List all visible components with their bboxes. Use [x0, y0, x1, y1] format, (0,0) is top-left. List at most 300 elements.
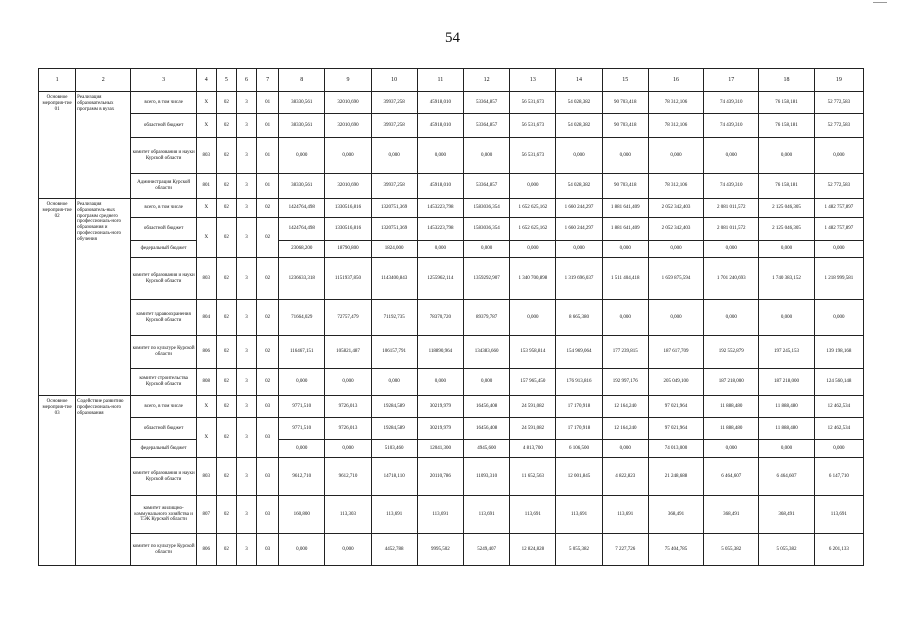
code-cell: 02: [216, 369, 236, 396]
value-cell: 177 239,815: [602, 336, 648, 369]
code-cell: 806: [196, 534, 216, 566]
value-cell: 0,000: [510, 300, 556, 336]
corner-mark: [873, 2, 887, 3]
code-cell: 02: [216, 114, 236, 138]
header-cell-12: 12: [464, 69, 510, 92]
value-cell: 116467,151: [279, 336, 325, 369]
value-cell: 78 312,106: [648, 92, 703, 114]
value-cell: 1424764,498: [279, 218, 325, 241]
code-cell: 3: [236, 174, 256, 199]
code-cell: 02: [216, 534, 236, 566]
value-cell: 113,691: [814, 496, 863, 534]
value-cell: 56 531,673: [510, 114, 556, 138]
value-cell: 76 158,181: [759, 92, 814, 114]
value-cell: 32010,690: [325, 92, 371, 114]
header-cell-1: 1: [39, 69, 76, 92]
code-cell: 02: [216, 138, 236, 174]
value-cell: 11 652,563: [510, 458, 556, 496]
value-cell: 0,000: [759, 440, 814, 458]
value-cell: 154 969,064: [556, 336, 602, 369]
value-cell: 97 021,964: [648, 418, 703, 440]
value-cell: 1320751,369: [371, 199, 417, 218]
code-cell: 3: [236, 496, 256, 534]
value-cell: 1236633,318: [279, 258, 325, 300]
value-cell: 1 652 625,162: [510, 218, 556, 241]
source-label-cell: комитет образования и науки Курской области: [131, 258, 196, 300]
value-cell: 12041,300: [417, 440, 463, 458]
value-cell: 71192,735: [371, 300, 417, 336]
value-cell: 11 888,480: [704, 396, 759, 418]
header-cell-2: 2: [76, 69, 131, 92]
value-cell: 0,000: [325, 138, 371, 174]
value-cell: 2 052 342,403: [648, 199, 703, 218]
value-cell: 197 245,153: [759, 336, 814, 369]
code-cell: 803: [196, 258, 216, 300]
value-cell: 19284,589: [371, 418, 417, 440]
value-cell: 1320751,369: [371, 218, 417, 241]
value-cell: 78 312,106: [648, 174, 703, 199]
value-cell: 0,000: [371, 369, 417, 396]
code-cell: 02: [216, 258, 236, 300]
value-cell: 0,000: [704, 241, 759, 258]
value-cell: 38330,561: [279, 114, 325, 138]
table-row: [39, 199, 864, 218]
value-cell: 23068,200: [279, 241, 325, 258]
source-label-cell: всего, в том числе: [131, 199, 196, 218]
value-cell: 4945,600: [464, 440, 510, 458]
value-cell: 0,000: [464, 138, 510, 174]
code-cell: 803: [196, 458, 216, 496]
value-cell: 0,000: [759, 300, 814, 336]
value-cell: 134383,660: [464, 336, 510, 369]
code-cell: 03: [257, 458, 279, 496]
value-cell: 106157,791: [371, 336, 417, 369]
value-cell: 53364,857: [464, 174, 510, 199]
code-cell: 02: [216, 218, 236, 258]
value-cell: 90 703,418: [602, 92, 648, 114]
value-cell: 0,000: [648, 241, 703, 258]
code-cell: 3: [236, 336, 256, 369]
value-cell: 0,000: [556, 138, 602, 174]
code-cell: X: [196, 396, 216, 418]
page-number: 54: [445, 30, 460, 46]
value-cell: 153 958,814: [510, 336, 556, 369]
value-cell: 16456,408: [464, 396, 510, 418]
code-cell: 02: [216, 199, 236, 218]
value-cell: 1 660 244,297: [556, 218, 602, 241]
source-label-cell: всего, в том числе: [131, 92, 196, 114]
value-cell: 5103,460: [371, 440, 417, 458]
code-cell: 3: [236, 199, 256, 218]
code-cell: 807: [196, 496, 216, 534]
event-name-cell: Содействие развитию профессиональ-ного образования: [76, 396, 131, 566]
value-cell: 45918,010: [417, 174, 463, 199]
value-cell: 1 660 244,297: [556, 199, 602, 218]
value-cell: 71664,029: [279, 300, 325, 336]
value-cell: 32010,690: [325, 114, 371, 138]
value-cell: 6 147,710: [814, 458, 863, 496]
value-cell: 368,491: [648, 496, 703, 534]
value-cell: 11 888,480: [704, 418, 759, 440]
table-row: [39, 174, 864, 199]
header-row: [39, 69, 864, 92]
value-cell: 1 701 240,693: [704, 258, 759, 300]
value-cell: 32010,690: [325, 174, 371, 199]
code-cell: 804: [196, 300, 216, 336]
source-label-cell: комитет здравоохранения Курской области: [131, 300, 196, 336]
header-cell-4: 4: [196, 69, 216, 92]
value-cell: 9612,710: [279, 458, 325, 496]
table-row: [39, 369, 864, 396]
value-cell: 1330516,816: [325, 199, 371, 218]
table-row: [39, 418, 864, 440]
value-cell: 6 464,607: [759, 458, 814, 496]
value-cell: 1 319 696,037: [556, 258, 602, 300]
value-cell: 17 170,918: [556, 418, 602, 440]
code-cell: 02: [216, 418, 236, 458]
value-cell: 118890,964: [417, 336, 463, 369]
value-cell: 2 125 046,305: [759, 218, 814, 241]
source-label-cell: комитет образования и науки Курской области: [131, 458, 196, 496]
source-label-cell: комитет строительства Курской области: [131, 369, 196, 396]
value-cell: 12 824,828: [510, 534, 556, 566]
code-cell: 03: [257, 418, 279, 458]
value-cell: 187 617,709: [648, 336, 703, 369]
value-cell: 1 511 404,418: [602, 258, 648, 300]
value-cell: 4 822,823: [602, 458, 648, 496]
event-name-cell: Реализация образовательных программ в вузах: [76, 92, 131, 199]
value-cell: 1151937,850: [325, 258, 371, 300]
code-cell: X: [196, 218, 216, 258]
table-row: [39, 300, 864, 336]
value-cell: 1 881 641,409: [602, 218, 648, 241]
value-cell: 0,000: [814, 138, 863, 174]
code-cell: 01: [257, 174, 279, 199]
value-cell: 78370,720: [417, 300, 463, 336]
value-cell: 12 462,534: [814, 418, 863, 440]
value-cell: 105821,487: [325, 336, 371, 369]
value-cell: 30219,979: [417, 396, 463, 418]
table-row: [39, 440, 864, 458]
value-cell: 54 028,382: [556, 114, 602, 138]
code-cell: 02: [216, 174, 236, 199]
value-cell: 1 218 999,581: [814, 258, 863, 300]
value-cell: 9771,510: [279, 418, 325, 440]
value-cell: 45918,010: [417, 92, 463, 114]
value-cell: 14718,110: [371, 458, 417, 496]
value-cell: 0,000: [279, 440, 325, 458]
table-row: [39, 458, 864, 496]
value-cell: 1330516,816: [325, 218, 371, 241]
value-cell: 72757,479: [325, 300, 371, 336]
code-cell: 806: [196, 336, 216, 369]
value-cell: 12 164,240: [602, 396, 648, 418]
source-label-cell: Администрация Курской области: [131, 174, 196, 199]
value-cell: 139 198,168: [814, 336, 863, 369]
value-cell: 113,691: [464, 496, 510, 534]
code-cell: 02: [216, 92, 236, 114]
code-cell: 3: [236, 114, 256, 138]
code-cell: 03: [257, 396, 279, 418]
value-cell: 9995,502: [417, 534, 463, 566]
value-cell: 1143400,843: [371, 258, 417, 300]
value-cell: 192 552,879: [704, 336, 759, 369]
code-cell: 02: [257, 258, 279, 300]
value-cell: 1 482 757,897: [814, 199, 863, 218]
source-label-cell: областной бюджет: [131, 218, 196, 241]
value-cell: 0,000: [464, 369, 510, 396]
header-cell-6: 6: [236, 69, 256, 92]
value-cell: 2 081 011,572: [704, 218, 759, 241]
value-cell: 39937,258: [371, 92, 417, 114]
value-cell: 75 404,785: [648, 534, 703, 566]
value-cell: 52 772,583: [814, 174, 863, 199]
header-cell-7: 7: [257, 69, 279, 92]
value-cell: 0,000: [602, 138, 648, 174]
code-cell: 3: [236, 300, 256, 336]
budget-table: [38, 68, 864, 566]
header-cell-15: 15: [602, 69, 648, 92]
table-row: [39, 396, 864, 418]
code-cell: X: [196, 199, 216, 218]
code-cell: 03: [257, 496, 279, 534]
value-cell: 74 439,310: [704, 174, 759, 199]
value-cell: 53364,857: [464, 92, 510, 114]
value-cell: 0,000: [325, 534, 371, 566]
code-cell: X: [196, 418, 216, 458]
value-cell: 187 218,000: [704, 369, 759, 396]
value-cell: 368,491: [704, 496, 759, 534]
header-cell-14: 14: [556, 69, 602, 92]
value-cell: 2 125 046,305: [759, 199, 814, 218]
value-cell: 0,000: [704, 300, 759, 336]
value-cell: 5 055,382: [759, 534, 814, 566]
value-cell: 76 158,181: [759, 114, 814, 138]
value-cell: 8 665,380: [556, 300, 602, 336]
table-row: [39, 336, 864, 369]
value-cell: 187 218,000: [759, 369, 814, 396]
header-cell-13: 13: [510, 69, 556, 92]
value-cell: 5 055,382: [704, 534, 759, 566]
source-label-cell: всего, в том числе: [131, 396, 196, 418]
value-cell: 0,000: [417, 138, 463, 174]
value-cell: 0,000: [279, 138, 325, 174]
value-cell: 0,000: [556, 241, 602, 258]
value-cell: 30219,979: [417, 418, 463, 440]
header-cell-9: 9: [325, 69, 371, 92]
table-row: [39, 138, 864, 174]
value-cell: 4 813,700: [510, 440, 556, 458]
value-cell: 0,000: [510, 174, 556, 199]
code-cell: 3: [236, 92, 256, 114]
value-cell: 18790,800: [325, 241, 371, 258]
value-cell: 1 659 875,594: [648, 258, 703, 300]
value-cell: 52 772,583: [814, 114, 863, 138]
code-cell: 3: [236, 458, 256, 496]
value-cell: 9612,710: [325, 458, 371, 496]
value-cell: 0,000: [602, 440, 648, 458]
value-cell: 74 439,310: [704, 92, 759, 114]
value-cell: 78 312,106: [648, 114, 703, 138]
value-cell: 6 106,500: [556, 440, 602, 458]
code-cell: 01: [257, 92, 279, 114]
source-label-cell: комитет жилищно-коммунального хозяйства и ТЭК Курской области: [131, 496, 196, 534]
value-cell: 9726,013: [325, 396, 371, 418]
code-cell: 01: [257, 138, 279, 174]
value-cell: 113,691: [556, 496, 602, 534]
value-cell: 5249,407: [464, 534, 510, 566]
value-cell: 17 170,918: [556, 396, 602, 418]
value-cell: 24 591,082: [510, 418, 556, 440]
source-label-cell: комитет по культуре Курской области: [131, 336, 196, 369]
value-cell: 1 652 625,162: [510, 199, 556, 218]
value-cell: 20110,786: [417, 458, 463, 496]
value-cell: 0,000: [371, 138, 417, 174]
code-cell: 3: [236, 396, 256, 418]
value-cell: 1 740 383,152: [759, 258, 814, 300]
value-cell: 38330,561: [279, 92, 325, 114]
value-cell: 0,000: [417, 369, 463, 396]
value-cell: 113,691: [510, 496, 556, 534]
value-cell: 1255962,114: [417, 258, 463, 300]
value-cell: 97 021,964: [648, 396, 703, 418]
value-cell: 11093,310: [464, 458, 510, 496]
value-cell: 89379,787: [464, 300, 510, 336]
value-cell: 157 965,450: [510, 369, 556, 396]
value-cell: 16456,408: [464, 418, 510, 440]
value-cell: 2 052 342,403: [648, 218, 703, 241]
source-label-cell: комитет по культуре Курской области: [131, 534, 196, 566]
value-cell: 368,491: [759, 496, 814, 534]
value-cell: 0,000: [704, 138, 759, 174]
value-cell: 0,000: [814, 241, 863, 258]
code-cell: 3: [236, 534, 256, 566]
value-cell: 1 881 641,409: [602, 199, 648, 218]
code-cell: 803: [196, 138, 216, 174]
value-cell: 54 028,382: [556, 92, 602, 114]
value-cell: 11 888,480: [759, 396, 814, 418]
code-cell: 3: [236, 138, 256, 174]
value-cell: 0,000: [759, 138, 814, 174]
value-cell: 19284,589: [371, 396, 417, 418]
value-cell: 5 055,382: [556, 534, 602, 566]
value-cell: 160,800: [279, 496, 325, 534]
value-cell: 7 227,726: [602, 534, 648, 566]
value-cell: 124 560,148: [814, 369, 863, 396]
header-cell-8: 8: [279, 69, 325, 92]
table-row: [39, 258, 864, 300]
code-cell: 02: [216, 496, 236, 534]
source-label-cell: областной бюджет: [131, 418, 196, 440]
value-cell: 205 049,100: [648, 369, 703, 396]
value-cell: 12 462,534: [814, 396, 863, 418]
value-cell: 0,000: [464, 241, 510, 258]
value-cell: 39937,258: [371, 174, 417, 199]
code-cell: 02: [257, 369, 279, 396]
value-cell: 1424764,498: [279, 199, 325, 218]
value-cell: 45918,010: [417, 114, 463, 138]
value-cell: 74 013,000: [648, 440, 703, 458]
table-body: [39, 69, 864, 566]
code-cell: 808: [196, 369, 216, 396]
header-cell-3: 3: [131, 69, 196, 92]
value-cell: 0,000: [417, 241, 463, 258]
code-cell: 801: [196, 174, 216, 199]
value-cell: 1453223,798: [417, 199, 463, 218]
code-cell: 03: [257, 534, 279, 566]
value-cell: 113,303: [325, 496, 371, 534]
table-row: [39, 534, 864, 566]
value-cell: 52 772,583: [814, 92, 863, 114]
value-cell: 12 001,845: [556, 458, 602, 496]
value-cell: 53364,857: [464, 114, 510, 138]
value-cell: 38330,561: [279, 174, 325, 199]
value-cell: 0,000: [814, 300, 863, 336]
event-name-cell: Реализация образователь-ных программ среднего профессиональ-ного образования и профессиональ-ного обучения: [76, 199, 131, 396]
value-cell: 113,691: [371, 496, 417, 534]
value-cell: 1 340 700,898: [510, 258, 556, 300]
code-cell: 02: [216, 336, 236, 369]
event-number-cell: Основное мероприя-тие 02: [39, 199, 76, 396]
value-cell: 9771,510: [279, 396, 325, 418]
code-cell: 02: [257, 199, 279, 218]
code-cell: 02: [257, 336, 279, 369]
value-cell: 12 164,240: [602, 418, 648, 440]
value-cell: 0,000: [648, 300, 703, 336]
value-cell: 1824,000: [371, 241, 417, 258]
value-cell: 1583036,354: [464, 218, 510, 241]
value-cell: 1583036,354: [464, 199, 510, 218]
value-cell: 24 591,082: [510, 396, 556, 418]
source-label-cell: федеральный бюджет: [131, 241, 196, 258]
value-cell: 2 081 011,572: [704, 199, 759, 218]
code-cell: 3: [236, 258, 256, 300]
value-cell: 113,691: [417, 496, 463, 534]
code-cell: 3: [236, 369, 256, 396]
value-cell: 90 703,418: [602, 174, 648, 199]
value-cell: 0,000: [602, 241, 648, 258]
value-cell: 11 888,480: [759, 418, 814, 440]
source-label-cell: федеральный бюджет: [131, 440, 196, 458]
value-cell: 0,000: [648, 138, 703, 174]
value-cell: 176 913,816: [556, 369, 602, 396]
code-cell: 02: [216, 396, 236, 418]
header-cell-5: 5: [216, 69, 236, 92]
header-cell-18: 18: [759, 69, 814, 92]
value-cell: 0,000: [325, 369, 371, 396]
event-number-cell: Основное мероприя-тие 03: [39, 396, 76, 566]
code-cell: 02: [257, 218, 279, 258]
value-cell: 1453223,798: [417, 218, 463, 241]
value-cell: 56 531,673: [510, 92, 556, 114]
value-cell: 0,000: [814, 440, 863, 458]
header-cell-10: 10: [371, 69, 417, 92]
value-cell: 0,000: [759, 241, 814, 258]
event-number-cell: Основное мероприя-тие 01: [39, 92, 76, 199]
value-cell: 74 439,310: [704, 114, 759, 138]
code-cell: 01: [257, 114, 279, 138]
value-cell: 4452,788: [371, 534, 417, 566]
value-cell: 54 028,382: [556, 174, 602, 199]
code-cell: 3: [236, 218, 256, 258]
table-row: [39, 218, 864, 241]
header-cell-19: 19: [814, 69, 863, 92]
code-cell: 02: [216, 300, 236, 336]
table-row: [39, 92, 864, 114]
value-cell: 56 531,673: [510, 138, 556, 174]
value-cell: 0,000: [602, 300, 648, 336]
source-label-cell: комитет образования и науки Курской области: [131, 138, 196, 174]
